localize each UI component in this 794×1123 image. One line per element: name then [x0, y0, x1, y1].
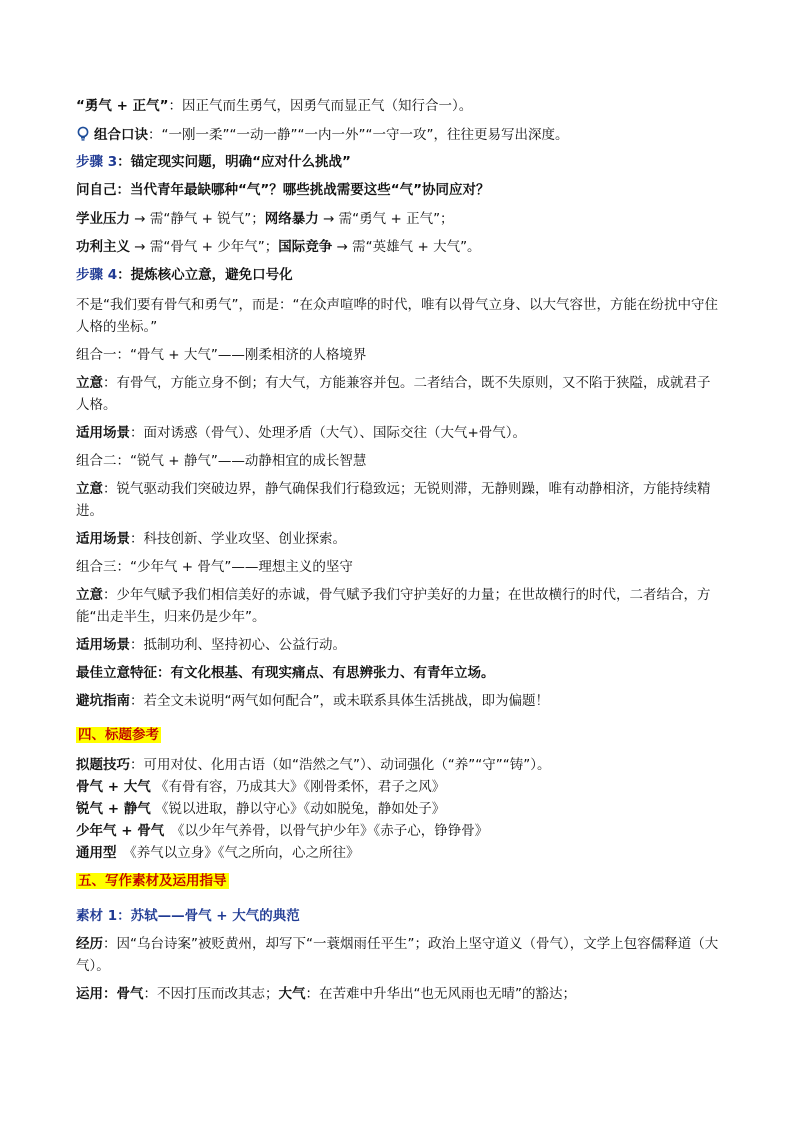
line-courage-integrity — [76, 95, 722, 117]
combo3-scene — [76, 634, 722, 656]
challenge-b: 网络暴力 — [264, 211, 319, 227]
step3-text: ：锚定现实问题，明确“应对什么挑战” — [117, 154, 351, 170]
title-examples: 《锐以进取，静以守心》《动如脱兔，静如处子》 — [150, 801, 446, 817]
combo1-heading: 组合一：“骨气 + 大气”——刚柔相济的人格境界 — [76, 347, 367, 363]
idea-text: ：有骨气，方能立身不倒；有大气，方能兼容并包。二者结合，既不失原则，又不陷于狭隘，成就君子人格。 — [76, 375, 711, 413]
idea-label: 立意 — [76, 481, 103, 497]
challenge-d: 国际竞争 — [278, 239, 333, 255]
title-row — [76, 798, 722, 820]
usage-label: 运用 — [76, 986, 103, 1002]
scene-label: 适用场景 — [76, 531, 130, 547]
ask-line: 问自己：当代青年最缺哪种“气”？哪些挑战需要这些“气”协同应对？ — [76, 182, 490, 198]
material1-usage — [76, 983, 722, 1005]
title-technique — [76, 754, 722, 776]
section-title: 五、写作素材及运用指导 — [78, 873, 227, 889]
title-row — [76, 820, 722, 842]
step4-heading — [76, 264, 722, 286]
idea-label: 立意 — [76, 587, 103, 603]
combo2-heading: 组合二：“锐气 + 静气”——动静相宜的成长智慧 — [76, 453, 367, 469]
lightbulb-icon — [76, 126, 90, 142]
tip-text: ：“一刚一柔”“一动一静”“一内一外”“一守一攻”，往往更易写出深度。 — [148, 127, 569, 143]
title-examples: 《养气以立身》《气之所向，心之所往》 — [116, 845, 360, 861]
line-text: ：因正气而生勇气，因勇气而显正气（知行合一）。 — [168, 98, 473, 114]
avoid-text: ：若全文未说明“两气如何配合”，或未联系具体生活挑战，即为偏题！ — [130, 693, 549, 709]
scene-text: ：抵制功利、坚持初心、公益行动。 — [130, 637, 346, 653]
challenge-d-need: → 需“英雄气 + 大气”。 — [332, 239, 481, 255]
combo3-heading: 组合三：“少年气 + 骨气”——理想主义的坚守 — [76, 559, 353, 575]
material1-heading: 素材 1：苏轼——骨气 + 大气的典范 — [76, 908, 300, 924]
combo1-idea — [76, 372, 722, 416]
combo2-scene — [76, 528, 722, 550]
challenge-c-need: → 需“骨气 + 少年气”； — [130, 239, 279, 255]
line-lead: “勇气 + 正气” — [76, 98, 169, 114]
technique-text: ：可用对仗、化用古语（如“浩然之气”）、动词强化（“养”“守”“铸”）。 — [130, 757, 551, 773]
section-title: 四、标题参考 — [78, 727, 159, 743]
section4-heading — [76, 724, 722, 746]
combo2-idea — [76, 478, 722, 522]
experience-text: ：因“乌台诗案”被贬黄州，却写下“一蓑烟雨任平生”；政治上坚守道义（骨气），文学上包容儒释道（大气）。 — [76, 936, 719, 974]
combo3-idea — [76, 584, 722, 628]
scene-label: 适用场景 — [76, 425, 130, 441]
step3-label: 步骤 3 — [76, 154, 118, 170]
title-pair-label: 通用型 — [76, 845, 117, 861]
best-idea-traits: 最佳立意特征：有文化根基、有现实痛点、有思辨张力、有青年立场。 — [76, 665, 495, 681]
combo1-scene — [76, 422, 722, 444]
tip-line — [76, 124, 722, 146]
challenge-c: 功利主义 — [76, 239, 130, 255]
title-examples: 《以少年气养骨，以骨气护少年》《赤子心，铮铮骨》 — [164, 823, 489, 839]
experience-label: 经历 — [76, 936, 103, 952]
challenge-pair-1 — [76, 208, 722, 230]
idea-label: 立意 — [76, 375, 103, 391]
scene-label: 适用场景 — [76, 637, 130, 653]
challenge-a-need: → 需“静气 + 锐气”； — [130, 211, 265, 227]
challenge-a: 学业压力 — [76, 211, 130, 227]
title-examples: 《有骨有容，乃成其大》《刚骨柔怀，君子之风》 — [150, 779, 446, 795]
usage-text-b: ：在苦难中升华出“也无风雨也无晴”的豁达； — [305, 986, 576, 1002]
challenge-pair-2 — [76, 236, 722, 258]
title-pair-label: 少年气 + 骨气 — [76, 823, 165, 839]
title-pair-label: 骨气 + 大气 — [76, 779, 151, 795]
title-pair-label: 锐气 + 静气 — [76, 801, 151, 817]
usage-text-a: ：不因打压而改其志； — [143, 986, 279, 1002]
idea-text: ：锐气驱动我们突破边界，静气确保我们行稳致远；无锐则滞，无静则躁，唯有动静相济，方能持续精进。 — [76, 481, 711, 519]
step4-text: ：提炼核心立意，避免口号化 — [117, 267, 293, 283]
title-row — [76, 776, 722, 798]
scene-text: ：科技创新、学业攻坚、创业探索。 — [130, 531, 346, 547]
usage-quality-a: ：骨气 — [103, 986, 144, 1002]
scene-text: ：面对诱惑（骨气）、处理矛盾（大气）、国际交往（大气+骨气）。 — [130, 425, 527, 441]
technique-label: 拟题技巧 — [76, 757, 130, 773]
tip-lead: 组合口诀 — [94, 127, 148, 143]
challenge-b-need: → 需“勇气 + 正气”； — [318, 211, 454, 227]
title-row — [76, 842, 722, 864]
avoid-label: 避坑指南 — [76, 693, 130, 709]
not-but-paragraph: 不是“我们要有骨气和勇气”，而是：“在众声喧哗的时代，唯有以骨气立身、以大气容世，方能在纷扰中守住人格的坐标。” — [76, 297, 718, 335]
section5-heading — [76, 870, 722, 892]
step3-heading — [76, 151, 722, 173]
idea-text: ：少年气赋予我们相信美好的赤诚，骨气赋予我们守护美好的力量；在世故横行的时代，二者结合，方能“出走半生，归来仍是少年”。 — [76, 587, 711, 625]
step4-label: 步骤 4 — [76, 267, 118, 283]
material1-experience — [76, 933, 722, 977]
usage-quality-b: 大气 — [278, 986, 306, 1002]
avoid-guide — [76, 690, 722, 712]
